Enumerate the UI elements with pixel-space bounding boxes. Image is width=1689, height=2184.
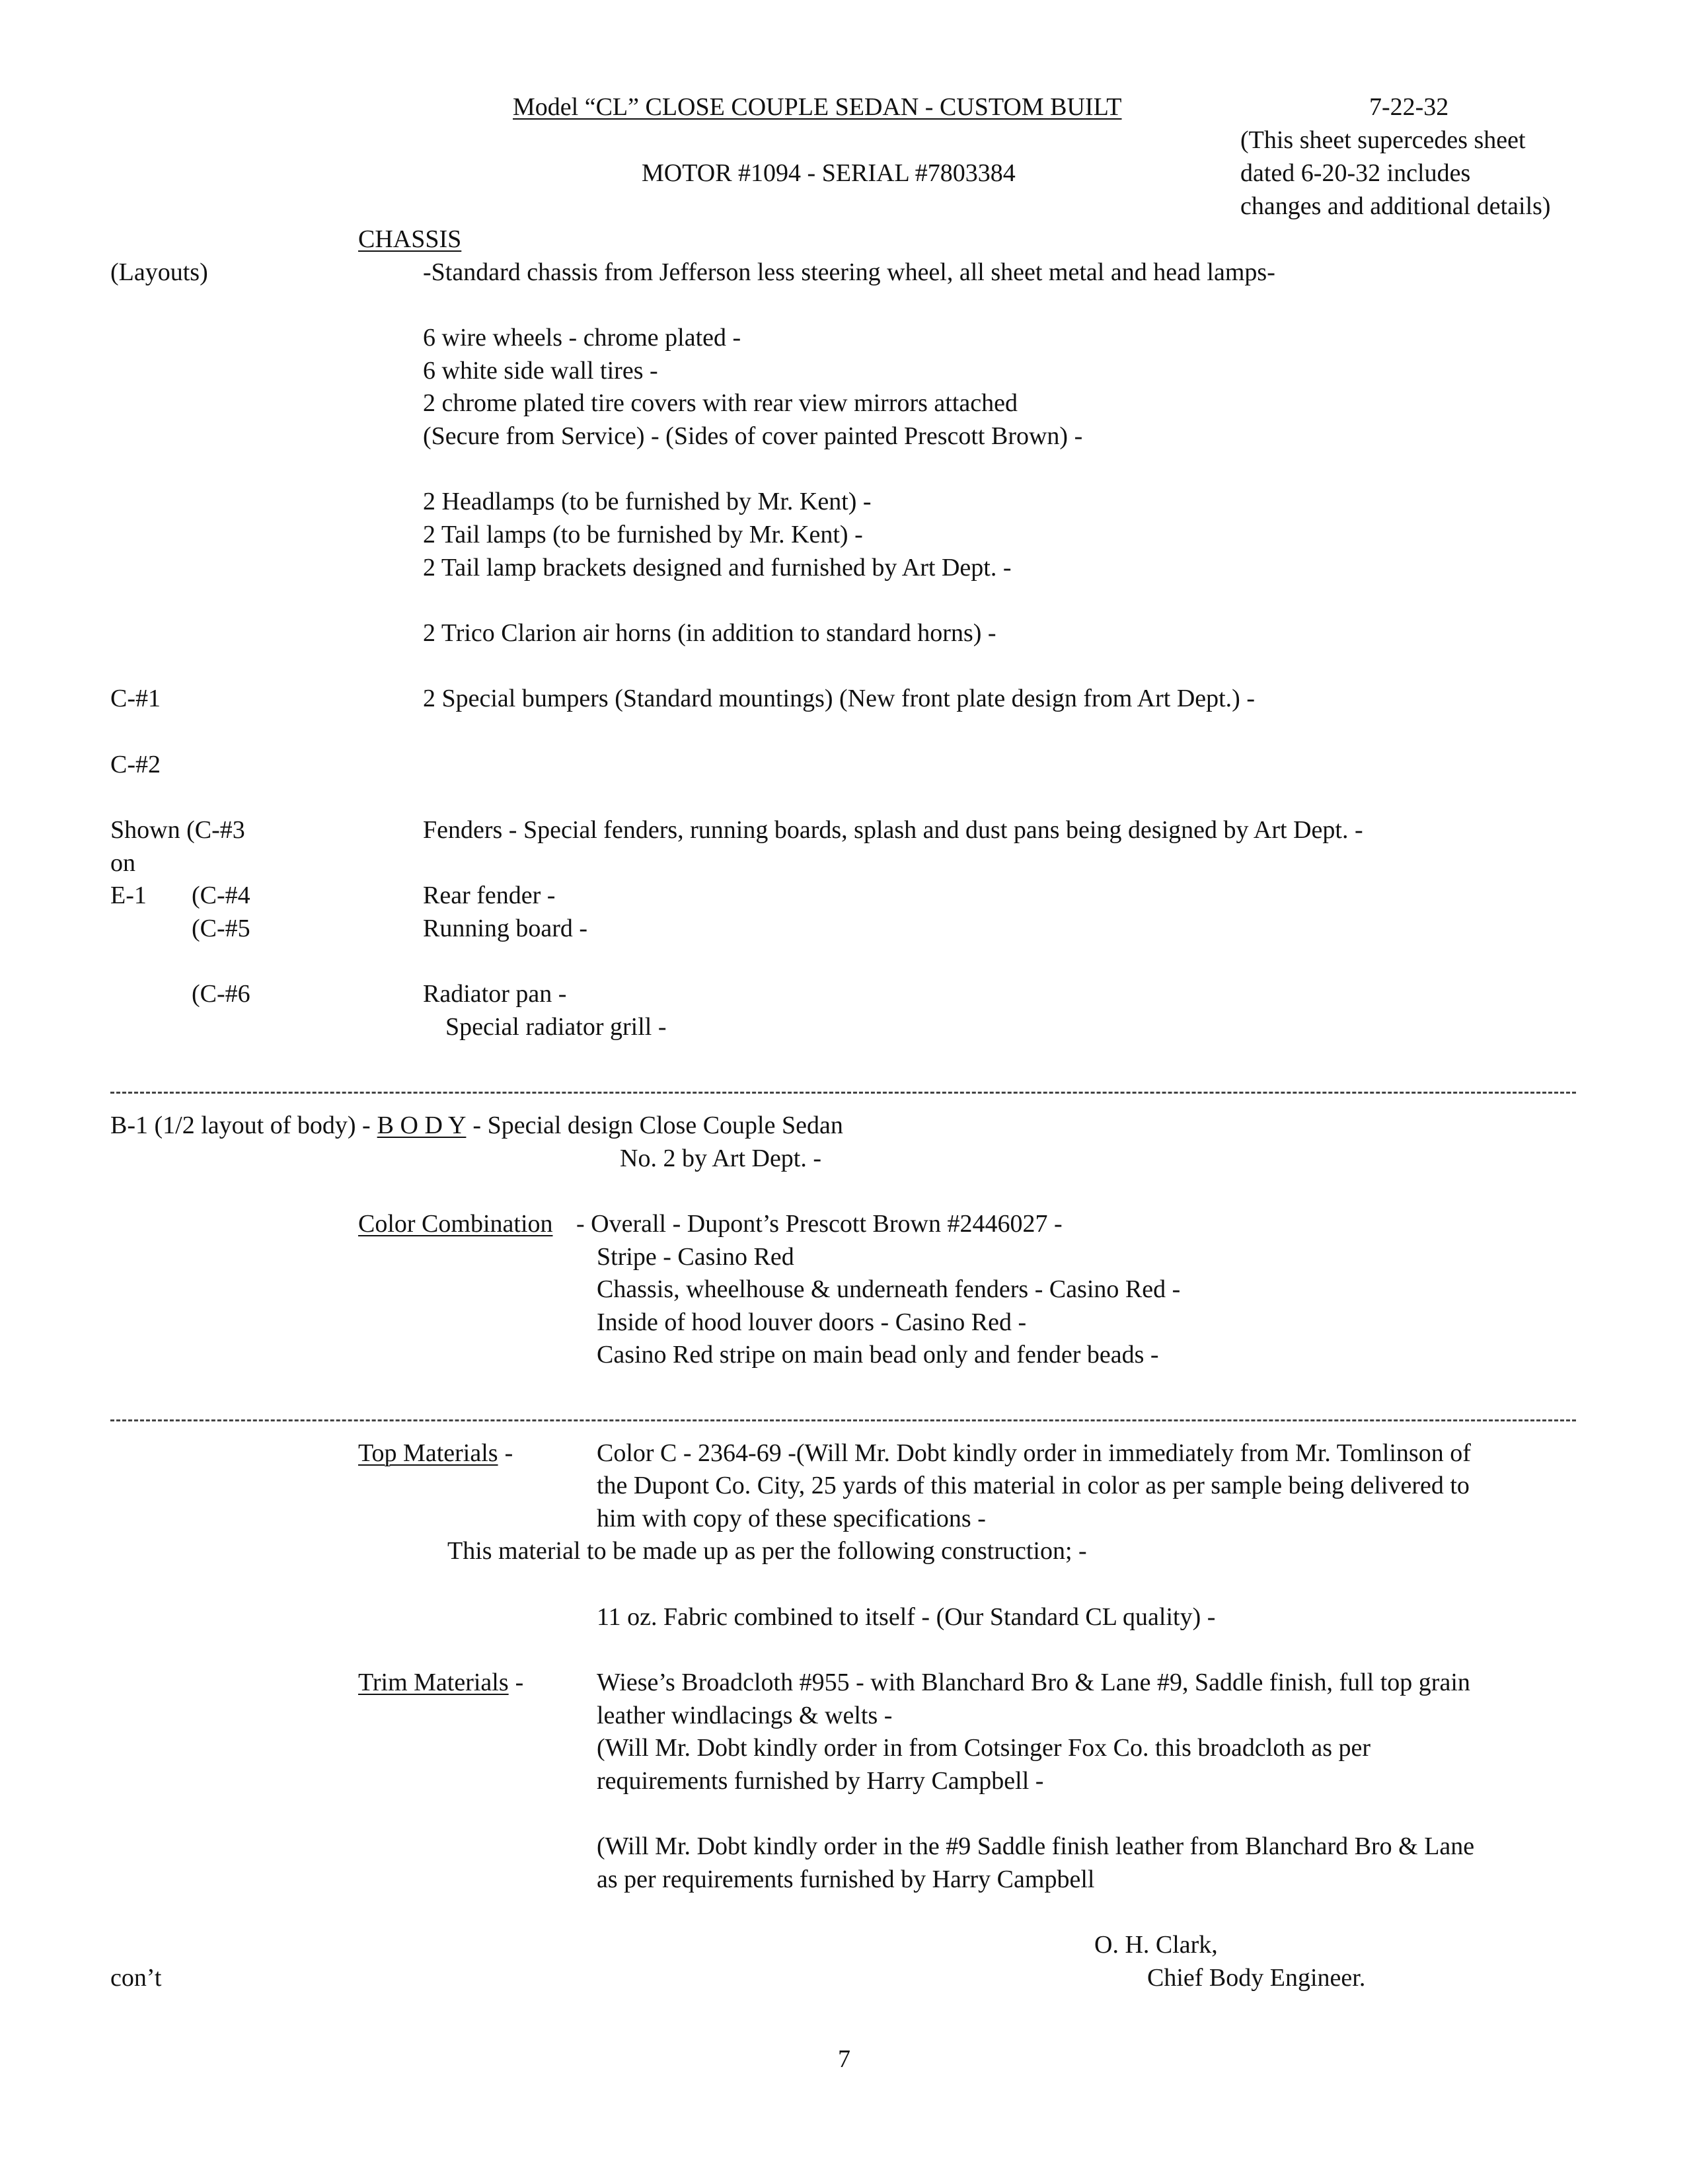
section-divider-2	[110, 1419, 1576, 1421]
shown-label: Shown (C-#3	[110, 816, 245, 844]
lamps-line-2: 2 Tail lamps (to be furnished by Mr. Kent) -	[423, 521, 863, 548]
leather-line-2: as per requirements furnished by Harry Campbell	[597, 1865, 1095, 1893]
c5-label: (C-#5	[192, 915, 250, 942]
body-prefix: B-1 (1/2 layout of body) -	[110, 1111, 371, 1139]
wheels-line-4: (Secure from Service) - (Sides of cover painted Prescott Brown) -	[423, 422, 1083, 450]
leather-line-1: (Will Mr. Dobt kindly order in the #9 Saddle finish leather from Blanchard Bro & Lane	[597, 1832, 1475, 1860]
page-number: 7	[838, 2045, 850, 2073]
fabric-line: 11 oz. Fabric combined to itself - (Our Standard CL quality) -	[597, 1603, 1216, 1631]
chassis-intro: -Standard chassis from Jefferson less steering wheel, all sheet metal and head lamps-	[423, 258, 1275, 286]
body-line-2: No. 2 by Art Dept. -	[620, 1145, 822, 1172]
color-line-2: Stripe - Casino Red	[597, 1243, 794, 1271]
c4-label: (C-#4	[192, 882, 250, 909]
lamps-line-1: 2 Headlamps (to be furnished by Mr. Kent) -	[423, 488, 872, 515]
wheels-line-1: 6 wire wheels - chrome plated -	[423, 324, 741, 352]
trim-materials-label-row	[358, 1667, 523, 1699]
continued-label: con’t	[110, 1964, 162, 1992]
top-materials-line-1: Color C - 2364-69 -(Will Mr. Dobt kindly order in immediately from Mr. Tomlinson of	[597, 1439, 1471, 1467]
color-line-3: Chassis, wheelhouse & underneath fenders - Casino Red -	[597, 1275, 1181, 1303]
color-line-5: Casino Red stripe on main bead only and fender beads -	[597, 1341, 1159, 1369]
wheels-line-3: 2 chrome plated tire covers with rear view mirrors attached	[423, 389, 1018, 417]
supersede-note-line-1: (This sheet supercedes sheet	[1240, 126, 1526, 154]
top-materials-label: Top Materials	[358, 1439, 498, 1467]
on-label: on	[110, 849, 135, 877]
rear-fender-line: Rear fender -	[423, 882, 556, 909]
document-title: Model “CL” CLOSE COUPLE SEDAN - CUSTOM BUILT	[513, 93, 1122, 121]
color-line-1: - Overall - Dupont’s Prescott Brown #2446027 -	[576, 1210, 1063, 1238]
fenders-line: Fenders - Special fenders, running boards, splash and dust pans being designed by Art Dept. -	[423, 816, 1363, 844]
trim-line-4: requirements furnished by Harry Campbell -	[597, 1767, 1044, 1795]
radiator-grill-line: Special radiator grill -	[445, 1013, 667, 1041]
body-heading: B O D Y	[377, 1111, 467, 1139]
bumpers-line: 2 Special bumpers (Standard mountings) (New front plate design from Art Dept.) -	[423, 685, 1255, 712]
trim-materials-dash: -	[515, 1669, 524, 1696]
wheels-line-2: 6 white side wall tires -	[423, 357, 658, 385]
body-description: - Special design Close Couple Sedan	[472, 1111, 843, 1139]
construction-line: This material to be made up as per the following construction; -	[447, 1537, 1087, 1565]
e1-label: E-1	[110, 882, 147, 909]
trim-materials-label: Trim Materials	[358, 1669, 509, 1696]
motor-serial: MOTOR #1094 - SERIAL #7803384	[642, 159, 1016, 187]
c2-label: C-#2	[110, 751, 161, 778]
supersede-note-line-2: dated 6-20-32 includes	[1240, 159, 1471, 187]
c1-label: C-#1	[110, 685, 161, 712]
signer-title: Chief Body Engineer.	[1147, 1964, 1366, 1992]
top-materials-dash: -	[504, 1439, 513, 1467]
top-materials-line-3: him with copy of these specifications -	[597, 1505, 986, 1532]
trim-line-3: (Will Mr. Dobt kindly order in from Cotsinger Fox Co. this broadcloth as per	[597, 1734, 1371, 1762]
radiator-pan-line: Radiator pan -	[423, 980, 567, 1008]
top-materials-line-2: the Dupont Co. City, 25 yards of this material in color as per sample being delivered to	[597, 1472, 1470, 1499]
body-line-1	[110, 1110, 843, 1142]
trim-line-2: leather windlacings & welts -	[597, 1702, 893, 1729]
color-line-4: Inside of hood louver doors - Casino Red -	[597, 1308, 1027, 1336]
color-combination-label: Color Combination	[358, 1210, 553, 1238]
top-materials-label-row	[358, 1437, 513, 1470]
supersede-note-line-3: changes and additional details)	[1240, 192, 1551, 220]
document-date: 7-22-32	[1369, 93, 1449, 121]
trim-line-1: Wiese’s Broadcloth #955 - with Blanchard Bro & Lane #9, Saddle finish, full top grain	[597, 1669, 1470, 1696]
section-divider	[110, 1092, 1576, 1094]
layouts-label: (Layouts)	[110, 258, 208, 286]
chassis-heading: CHASSIS	[358, 225, 462, 253]
signer-name: O. H. Clark,	[1094, 1931, 1218, 1959]
running-board-line: Running board -	[423, 915, 588, 942]
horns-line: 2 Trico Clarion air horns (in addition to standard horns) -	[423, 619, 996, 647]
lamps-line-3: 2 Tail lamp brackets designed and furnished by Art Dept. -	[423, 554, 1012, 582]
c6-label: (C-#6	[192, 980, 250, 1008]
